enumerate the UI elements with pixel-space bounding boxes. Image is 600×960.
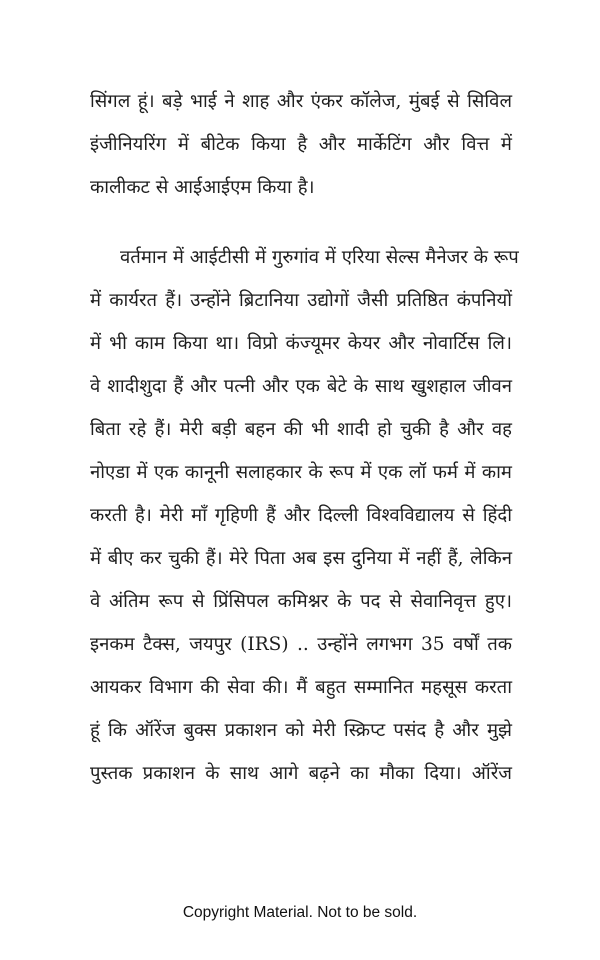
text-line: वे शादीशुदा हैं और पत्नी और एक बेटे के साथ खुशहाल जीवन bbox=[90, 376, 512, 397]
text-line: में कार्यरत हैं। उन्होंने ब्रिटानिया उद्योगों जैसी प्रतिष्ठित कंपनियों bbox=[90, 290, 512, 311]
text-line: वर्तमान में आईटीसी में गुरुगांव में एरिया सेल्स मैनेजर के रूप bbox=[120, 247, 519, 268]
text-line: हूं कि ऑरेंज बुक्स प्रकाशन को मेरी स्क्रिप्ट पसंद है और मुझे bbox=[90, 720, 512, 741]
text-line: इनकम टैक्स, जयपुर (IRS) .. उन्होंने लगभग 35 वर्षों तक bbox=[90, 634, 512, 655]
text-line: आयकर विभाग की सेवा की। मैं बहुत सम्मानित महसूस करता bbox=[90, 677, 512, 698]
text-line: में बीए कर चुकी हैं। मेरे पिता अब इस दुनिया में नहीं हैं, लेकिन bbox=[90, 548, 512, 569]
text-line: वे अंतिम रूप से प्रिंसिपल कमिश्नर के पद से सेवानिवृत्त हुए। bbox=[90, 591, 512, 612]
paragraph-2 bbox=[90, 236, 519, 795]
text-line: सिंगल हूं। बड़े भाई ने शाह और एंकर कॉलेज, मुंबई से सिविल bbox=[90, 91, 512, 112]
text-line: करती है। मेरी माँ गृहिणी हैं और दिल्ली विश्वविद्यालय से हिंदी bbox=[90, 505, 512, 526]
copyright-notice: Copyright Material. Not to be sold. bbox=[182, 904, 418, 921]
paragraph-1 bbox=[90, 80, 512, 209]
text-line: पुस्तक प्रकाशन के साथ आगे बढ़ने का मौका दिया। ऑरेंज bbox=[90, 763, 512, 784]
text-line: नोएडा में एक कानूनी सलाहकार के रूप में एक लॉ फर्म में काम bbox=[90, 462, 512, 483]
text-line: कालीकट से आईआईएम किया है। bbox=[90, 177, 315, 198]
text-line: बिता रहे हैं। मेरी बड़ी बहन की भी शादी हो चुकी है और वह bbox=[90, 419, 512, 440]
text-line: इंजीनियरिंग में बीटेक किया है और मार्केटिंग और वित्त में bbox=[90, 134, 512, 155]
text-line: में भी काम किया था। विप्रो कंज्यूमर केयर और नोवार्टिस लि। bbox=[90, 333, 512, 354]
